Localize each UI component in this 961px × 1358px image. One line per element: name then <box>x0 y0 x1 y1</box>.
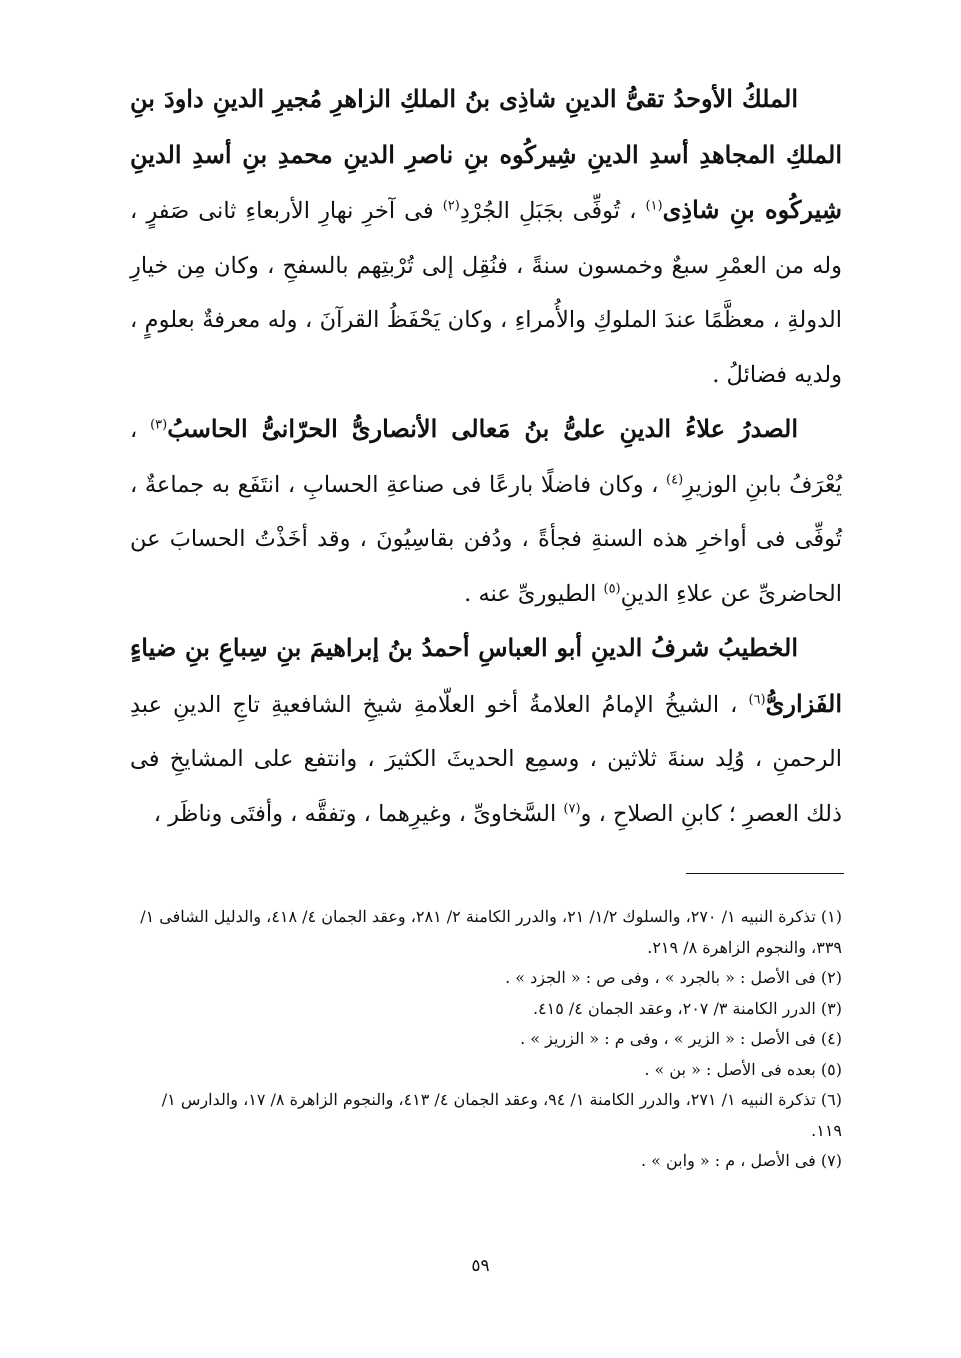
footnote-item: (٣) الدرر الكامنة ٣/ ٢٠٧، وعقد الجمان ٤/ ٤١٥. <box>532 998 842 1018</box>
footnote-item: (٥) بعده فى الأصل : « بن » . <box>644 1059 842 1079</box>
biography-entry <box>130 72 842 402</box>
footnote-marker[interactable]: (٤) <box>666 472 684 487</box>
footnote-marker[interactable]: (٥) <box>603 581 621 596</box>
entry-text: ، يُعْرَفُ بابنِ الوزيرِ <box>130 417 842 498</box>
footnote-marker[interactable]: (٧) <box>563 801 581 816</box>
entry-heading: الخطيبُ شرفُ الدينِ أبو العباسِ أحمدُ بنُ إبراهيمَ بنِ سِباعِ بنِ ضياءٍ الفَزارىُّ <box>130 633 842 718</box>
biography-entry <box>130 402 842 621</box>
footnote-marker[interactable]: (٢) <box>442 198 460 214</box>
entry-text: ، وكان فاضلًا بارعًا فى صناعةِ الحسابِ ، انتَفَع به جماعةٌ ، تُوفِّى فى أواخرِ هذه السنةِ فجأةً ، ودُفن بقاسِيُونَ ، وقد أخَذْتُ الحسابَ عن الحاضرىِّ عن علاءِ الدينِ <box>130 471 842 607</box>
entry-text: فى آخرِ نهارِ الأربعاءِ ثانى صَفرٍ ، وله من العمْرِ سبعٌ وخمسون سنةً ، فنُقِل إلى تُرْبتِهم بالسفحِ ، وكان مِن خيارِ الدولةِ ، معظَّمًا عندَ الملوكِ والأُمراءِ ، وكان يَحْفَظُ القرآنَ ، وله معرفةٌ بعلومٍ ، ولديه فضائلُ . <box>130 198 842 388</box>
entry-heading: الملكُ الأوحدُ تقىُّ الدينِ شاذِى بنُ الملكِ الزاهرِ مُجيرِ الدينِ داودَ بنِ الملكِ المجاهدِ أسدِ الدينِ شِيركُوه بنِ ناصرِ الدينِ محمدِ بنِ أسدِ الدينِ شِيركُوه بنِ شاذِى <box>130 84 842 224</box>
footnote-item: (١) تذكرة النبيه ١/ ٢٧٠، والسلوك ١/٢/ ٢١، والدرر الكامنة ٢/ ٢٨١، وعقد الجمان ٤/ ٤١٨، والدليل الشافى ١/ ٣٣٩، والنجوم الزاهرة ٨/ ٢١٩. <box>140 907 842 957</box>
entry-text: السَّخاوىِّ ، وغيرِهما ، وتفقَّه ، وأفتَى وناظَر ، <box>153 800 564 827</box>
footnote-item: (٤) فى الأصل : « الزير » ، وفى م : « الزريز » . <box>520 1029 842 1048</box>
footnote-marker[interactable]: (١) <box>645 198 663 214</box>
footnote-item: (٢) فى الأصل : « بالجرد » ، وفى ص : « الجزد » . <box>505 968 842 987</box>
entry-text: ، الشيخُ الإمامُ العلامةُ أخو العلّامةِ شيخِ الشافعيةِ تاجِ الدينِ عبدِ الرحمنِ ، وُلِد سنةَ ثلاثين ، وسمِع الحديثَ الكثيرَ ، وانتفع على المشايخِ فى ذلك العصرِ ؛ كابنِ الصلاحِ ، و <box>130 691 842 827</box>
footnote-separator <box>686 873 844 874</box>
entry-text: ، تُوفِّى بجَبَلِ الجُرْدِ <box>459 198 646 224</box>
footnote-marker[interactable]: (٦) <box>748 692 766 707</box>
main-text <box>130 72 842 841</box>
entry-text: الطيورىِّ عنه . <box>464 580 604 607</box>
biography-entry <box>130 621 842 841</box>
footnotes <box>130 902 842 1177</box>
footnote-marker[interactable]: (٣) <box>150 417 168 433</box>
page-number: ٥٩ <box>471 1256 490 1276</box>
entry-heading: الصدرُ علاءُ الدينِ علىُّ بنُ مَعالى الأنصارىُّ الحرّانىُّ الحاسبُ <box>167 414 798 443</box>
footnote-item: (٧) فى الأصل ، م : « وابن » . <box>640 1151 842 1170</box>
footnote-item: (٦) تذكرة النبيه ١/ ٢٧١، والدرر الكامنة ١/ ٩٤، وعقد الجمان ٤/ ٤١٣، والنجوم الزاهرة ٨/ ١٧، والدارس ١/ ١١٩. <box>161 1090 842 1140</box>
